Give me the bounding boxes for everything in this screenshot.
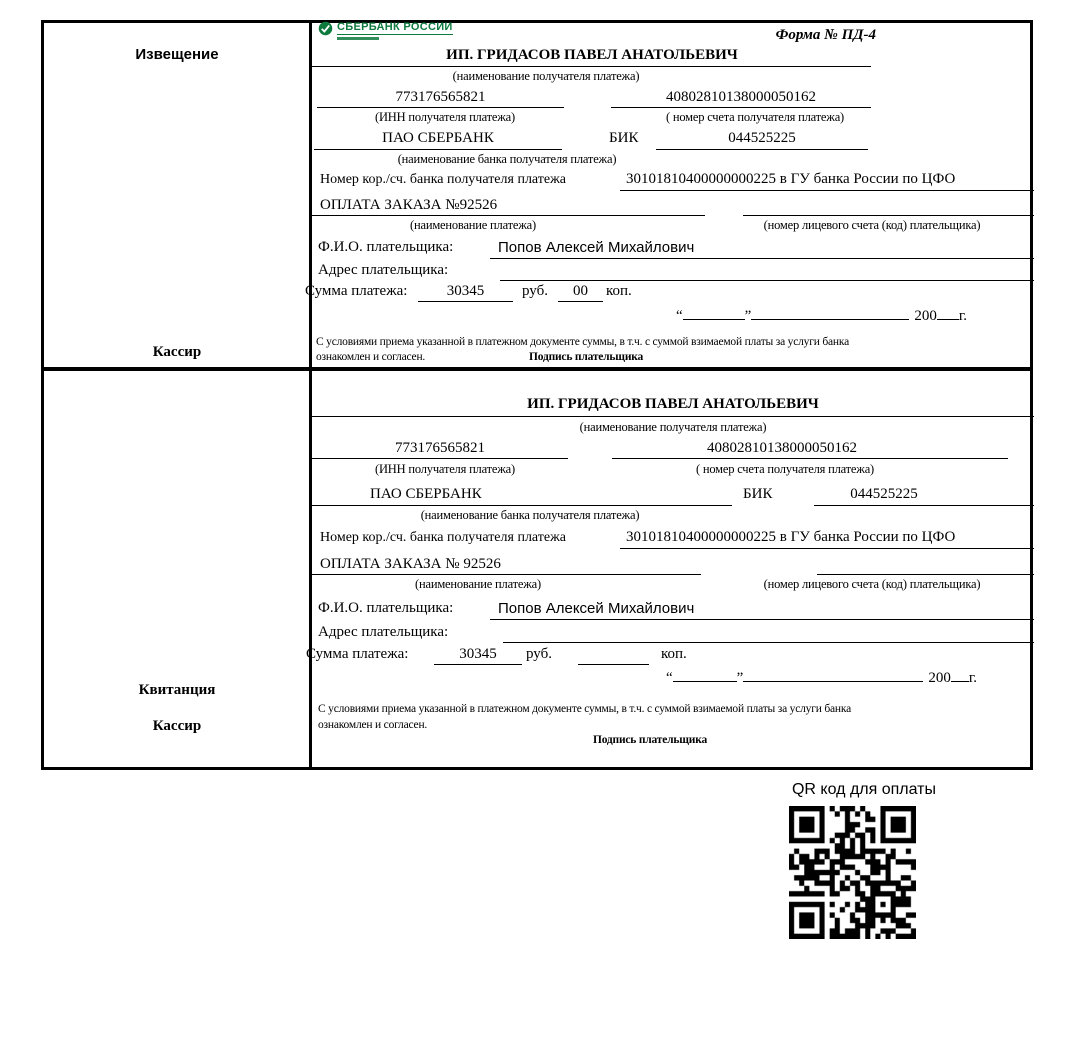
- sberbank-logo-text: СБЕРБАНК РОССИИ: [337, 21, 453, 33]
- field-underline: [312, 66, 871, 67]
- date-line: [666, 666, 977, 687]
- payer-address-label: Адрес плательщика:: [318, 624, 449, 640]
- recipient-name-label: (наименование получателя платежа): [579, 420, 767, 434]
- field-underline: [611, 107, 871, 108]
- payment-qr-code: [789, 806, 916, 939]
- bik-value: 044525225: [728, 130, 796, 146]
- date-close-quote: ”: [736, 670, 744, 686]
- date-year-prefix: 200: [928, 670, 951, 686]
- payment-purpose: ОПЛАТА ЗАКАЗА № 92526: [320, 556, 501, 572]
- inn-label: (ИНН получателя платежа): [375, 110, 515, 124]
- account-value: 40802810138000050162: [707, 440, 857, 456]
- date-close-quote: ”: [744, 308, 752, 324]
- signature-label: Подпись плательщика: [592, 734, 708, 746]
- cashier-label-notice: Кассир: [152, 344, 202, 360]
- recipient-name-label: (наименование получателя платежа): [452, 69, 640, 83]
- payment-purpose-label: (наименование платежа): [410, 218, 536, 232]
- signature-label: Подпись плательщика: [529, 351, 644, 363]
- sberbank-logo-icon: [318, 21, 333, 36]
- notice-title: Извещение: [135, 46, 219, 63]
- date-year-underline: [937, 304, 959, 320]
- date-year-prefix: 200: [914, 308, 937, 324]
- corr-account-value: 30101810400000000225 в ГУ банка России по ЦФО: [626, 529, 956, 545]
- date-year-suffix: г.: [958, 308, 968, 324]
- kop-label: коп.: [661, 646, 687, 662]
- date-month-underline: [751, 304, 909, 320]
- payer-name-value: Попов Алексей Михайлович: [498, 239, 695, 256]
- payer-address-label: Адрес плательщика:: [318, 262, 449, 278]
- field-underline: [656, 149, 868, 150]
- field-underline: [418, 301, 513, 302]
- rub-label: руб.: [526, 646, 552, 662]
- kop-label: коп.: [606, 283, 632, 299]
- inn-value: 773176565821: [395, 440, 485, 456]
- sberbank-logo-tagline: [337, 37, 379, 40]
- kopecks-underline: [578, 664, 649, 665]
- section-divider: [41, 367, 1033, 371]
- field-underline: [312, 505, 732, 506]
- amount-rub-value: 30345: [446, 283, 485, 299]
- field-underline: [317, 107, 564, 108]
- field-underline: [312, 458, 568, 459]
- sberbank-logo: [318, 21, 453, 40]
- date-day-underline: [673, 666, 737, 682]
- field-underline: [314, 149, 562, 150]
- kopecks-value: 00: [573, 283, 588, 299]
- bik-label: БИК: [609, 130, 639, 146]
- field-underline: [490, 258, 1034, 259]
- date-day-underline: [683, 304, 745, 320]
- bank-name: ПАО СБЕРБАНК: [370, 486, 482, 502]
- field-underline: [503, 642, 1034, 643]
- agreement-line2: ознакомлен и согласен.: [318, 719, 428, 731]
- cashier-label-receipt: Кассир: [152, 718, 202, 734]
- field-underline: [490, 619, 1034, 620]
- field-underline: [743, 215, 1034, 216]
- account-label: ( номер счета получателя платежа): [665, 110, 845, 124]
- bik-value: 044525225: [850, 486, 918, 502]
- field-underline: [612, 458, 1008, 459]
- agreement-line2: ознакомлен и согласен.: [316, 351, 426, 363]
- date-year-underline: [951, 666, 969, 682]
- field-underline: [620, 548, 1034, 549]
- bank-name-label: (наименование банка получателя платежа): [397, 152, 617, 166]
- field-underline: [558, 301, 603, 302]
- receipt-title: Квитанция: [138, 682, 216, 698]
- inn-value: 773176565821: [395, 89, 486, 105]
- personal-account-label: (номер лицевого счета (код) плательщика): [763, 577, 981, 591]
- bank-name: ПАО СБЕРБАНК: [382, 130, 494, 146]
- qr-label: QR код для оплаты: [791, 781, 936, 798]
- field-underline: [312, 574, 701, 575]
- payment-purpose-label: (наименование платежа): [415, 577, 541, 591]
- agreement-line1: С условиями приема указанной в платежном документе суммы, в т.ч. с суммой взимаемой платы за услуги банка: [318, 703, 851, 715]
- date-open-quote: “: [676, 308, 683, 324]
- agreement-line1: С условиями приема указанной в платежном документе суммы, в т.ч. с суммой взимаемой платы за услуги банка: [316, 336, 849, 348]
- field-underline: [817, 574, 1034, 575]
- account-label: ( номер счета получателя платежа): [695, 462, 875, 476]
- personal-account-label: (номер лицевого счета (код) плательщика): [763, 218, 981, 232]
- bank-name-label: (наименование банка получателя платежа): [420, 508, 640, 522]
- corr-account-value: 30101810400000000225 в ГУ банка России по ЦФО: [626, 171, 956, 187]
- account-value: 40802810138000050162: [666, 89, 816, 105]
- corr-account-label: Номер кор./сч. банка получателя платежа: [320, 172, 566, 187]
- date-month-underline: [743, 666, 923, 682]
- field-underline: [620, 190, 1034, 191]
- field-underline: [434, 664, 522, 665]
- bik-label: БИК: [743, 486, 773, 502]
- payer-name-label: Ф.И.О. плательщика:: [318, 239, 454, 255]
- rub-label: руб.: [522, 283, 548, 299]
- date-year-suffix: г.: [968, 670, 978, 686]
- field-underline: [814, 505, 1034, 506]
- amount-label: Сумма платежа:: [306, 646, 409, 662]
- corr-account-label: Номер кор./сч. банка получателя платежа: [320, 530, 566, 545]
- payer-name-label: Ф.И.О. плательщика:: [318, 600, 454, 616]
- recipient-name: ИП. ГРИДАСОВ ПАВЕЛ АНАТОЛЬЕВИЧ: [527, 396, 819, 412]
- date-line: [676, 304, 967, 325]
- field-underline: [500, 280, 1034, 281]
- payment-purpose: ОПЛАТА ЗАКАЗА №92526: [320, 197, 498, 213]
- inn-label: (ИНН получателя платежа): [375, 462, 515, 476]
- recipient-name: ИП. ГРИДАСОВ ПАВЕЛ АНАТОЛЬЕВИЧ: [446, 47, 738, 63]
- date-open-quote: “: [666, 670, 673, 686]
- amount-label: Сумма платежа:: [305, 283, 408, 299]
- field-underline: [312, 416, 1034, 417]
- payer-name-value: Попов Алексей Михайлович: [498, 600, 695, 617]
- field-underline: [312, 215, 705, 216]
- amount-rub-value: 30345: [459, 646, 497, 662]
- form-number: Форма № ПД-4: [775, 27, 876, 43]
